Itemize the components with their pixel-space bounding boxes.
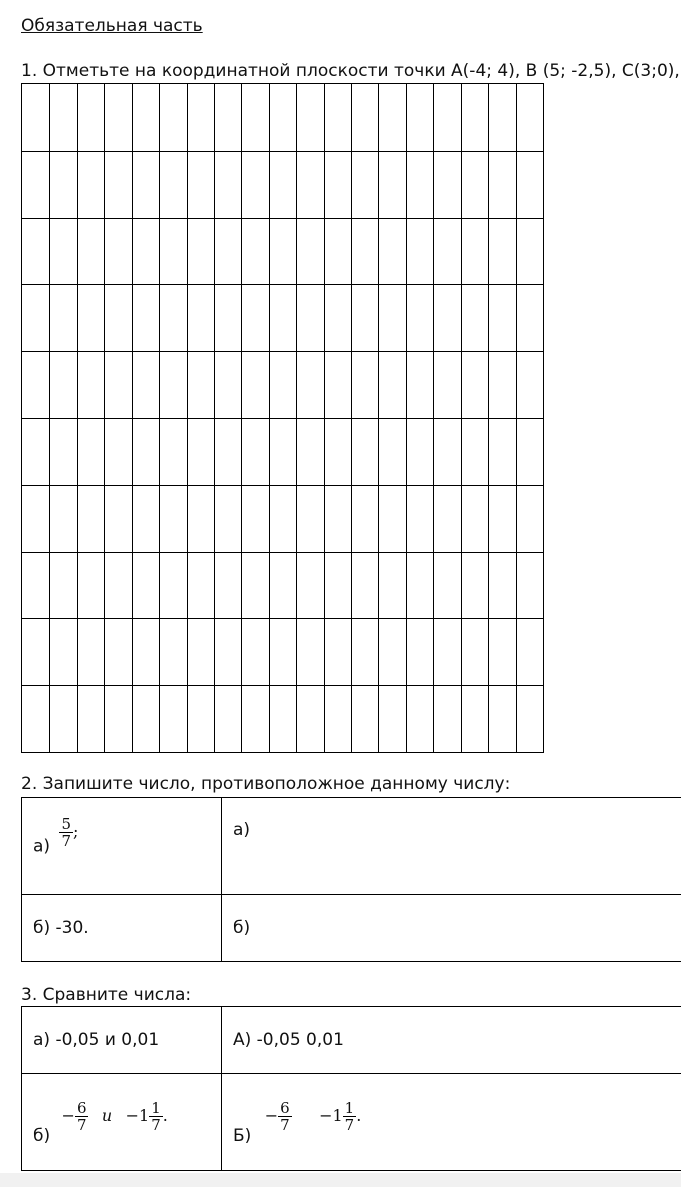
task-2-text: 2. Запишите число, противоположное данному числу:: [21, 774, 511, 794]
answer-label-b: Б): [233, 1126, 252, 1146]
task-3-table: [21, 1006, 681, 1171]
label-b: б): [33, 1126, 51, 1146]
fraction-numerator: 5: [61, 814, 72, 833]
task-2-row-a: [22, 798, 681, 895]
fraction-one-seventh: [149, 1100, 163, 1133]
label-a: а): [33, 836, 51, 856]
denominator: 7: [280, 1115, 290, 1134]
grid-line-horizontal: [22, 685, 543, 686]
numerator: 6: [280, 1098, 290, 1117]
fraction-six-sevenths: [75, 1100, 89, 1133]
minus-sign: −: [264, 1106, 279, 1125]
numerator: 1: [151, 1098, 161, 1117]
word-and: и: [101, 1106, 113, 1125]
grid-line-horizontal: [22, 418, 543, 419]
semicolon: ;: [73, 822, 79, 841]
whole-part: −1: [319, 1106, 343, 1125]
task-2-row-b: [22, 895, 681, 962]
grid-line-horizontal: [22, 151, 543, 152]
task-2-answer-a: а): [222, 798, 681, 895]
task-2-question-b: б) -30.: [22, 895, 222, 962]
task-1-text: 1. Отметьте на координатной плоскости точки A(-4; 4), B (5; -2,5), C(3;0),: [21, 61, 680, 81]
comparison-expression: [61, 1098, 168, 1134]
task-3-text: 3. Сравните числа:: [21, 985, 192, 1005]
task-3-answer-a: А) -0,05 0,01: [222, 1007, 681, 1074]
numerator: 6: [76, 1098, 87, 1117]
fraction-one-seventh: [343, 1100, 357, 1133]
page-heading: Обязательная часть: [21, 16, 203, 36]
grid-line-horizontal: [22, 618, 543, 619]
page-footer-strip: [0, 1173, 681, 1187]
fraction-five-sevenths: [59, 816, 73, 849]
grid-line-horizontal: [22, 284, 543, 285]
grid-line-horizontal: [22, 485, 543, 486]
denominator: 7: [151, 1115, 161, 1134]
fraction-denominator: 7: [61, 831, 72, 850]
task-2-table: [21, 797, 681, 962]
task-2-question-a: [22, 798, 222, 895]
task-3-question-a: а) -0,05 и 0,01: [22, 1007, 222, 1074]
task-3-question-b: [22, 1074, 222, 1171]
task-3-row-b: [22, 1074, 681, 1171]
period: .: [162, 1106, 168, 1125]
answer-expression: [264, 1098, 362, 1134]
task-3-answer-b: [222, 1074, 681, 1171]
numerator: 1: [344, 1098, 355, 1117]
grid-line-horizontal: [22, 218, 543, 219]
period: .: [356, 1106, 362, 1125]
task-2-answer-b: б): [222, 895, 681, 962]
task-3-row-a: [22, 1007, 681, 1074]
whole-part: −1: [125, 1106, 150, 1125]
grid-line-horizontal: [22, 552, 543, 553]
fraction-six-sevenths: [278, 1100, 292, 1133]
minus-sign: −: [61, 1106, 75, 1125]
grid-line-horizontal: [22, 351, 543, 352]
denominator: 7: [344, 1115, 355, 1134]
coordinate-grid: [21, 83, 544, 753]
denominator: 7: [76, 1115, 87, 1134]
